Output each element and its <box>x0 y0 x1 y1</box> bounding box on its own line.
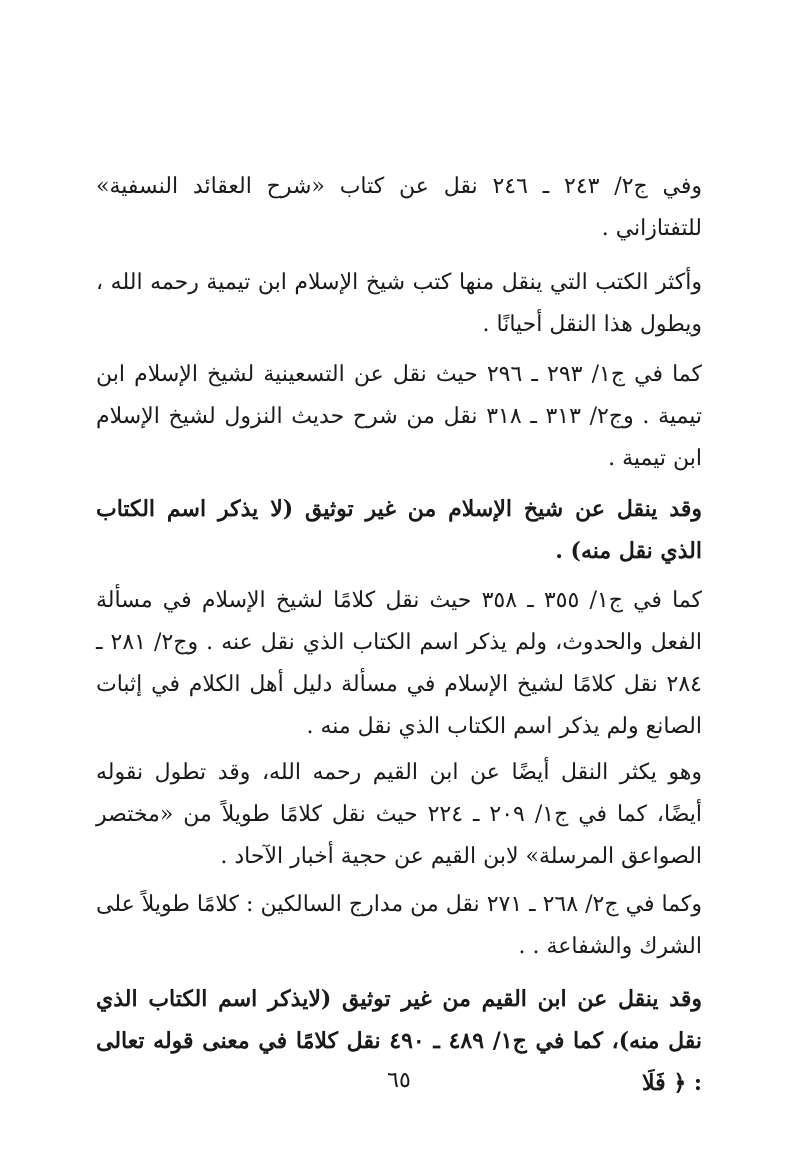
paragraph-no-citation-shaykh: وقد ينقل عن شيخ الإسلام من غير توثيق (لا يذكر اسم الكتاب الذي نقل منه) . <box>96 496 702 564</box>
paragraph-madarij: وكما في ج٢/ ٢٦٨ ـ ٢٧١ نقل من مدارج السالكين : كلامًا طويلاً على الشرك والشفاعة . . <box>96 892 703 959</box>
paragraph-sharh-aqaid: وفي ج٢/ ٢٤٣ ـ ٢٤٦ نقل عن كتاب «شرح العقائد النسفية» للتفتازاني . <box>96 174 703 241</box>
paragraph-no-citation-ibn-qayyim: وقد ينقل عن ابن القيم من غير توثيق (لايذكر اسم الكتاب الذي نقل منه)، كما في ج١/ ٤٨٩ ـ ٤٩٠ نقل كلامًا في معنى قوله تعالى : ﴿ فَلَا <box>96 986 702 1096</box>
page-number: ٦٥ <box>387 1068 411 1093</box>
paragraph-ibn-qayyim: وهو يكثر النقل أيضًا عن ابن القيم رحمه الله، وقد تطول نقوله أيضًا، كما في ج١/ ٢٠٩ ـ ٢٢٤ حيث نقل كلامًا طويلاً من «مختصر الصواعق المرسلة» لابن القيم عن حجية أخبار الآحاد . <box>96 760 703 869</box>
paragraph-tisiniyya-nuzul: كما في ج١/ ٢٩٣ ـ ٢٩٦ حيث نقل عن التسعينية لشيخ الإسلام ابن تيمية . وج٢/ ٣١٣ ـ ٣١٨ نقل من شرح حديث النزول لشيخ الإسلام ابن تيمية . <box>96 362 702 471</box>
paragraph-ibn-taymiyyah-books: وأكثر الكتب التي ينقل منها كتب شيخ الإسلام ابن تيمية رحمه الله ، ويطول هذا النقل أحيانًا . <box>96 270 702 337</box>
paragraph-fil-huduth: كما في ج١/ ٣٥٥ ـ ٣٥٨ حيث نقل كلامًا لشيخ الإسلام في مسألة الفعل والحدوث، ولم يذكر اسم الكتاب الذي نقل عنه . وج٢/ ٢٨١ ـ ٢٨٤ نقل كلامًا لشيخ الإسلام في مسألة دليل أهل الكلام في إثبات الصانع ولم يذكر اسم الكتاب الذي نقل منه . <box>96 588 703 739</box>
